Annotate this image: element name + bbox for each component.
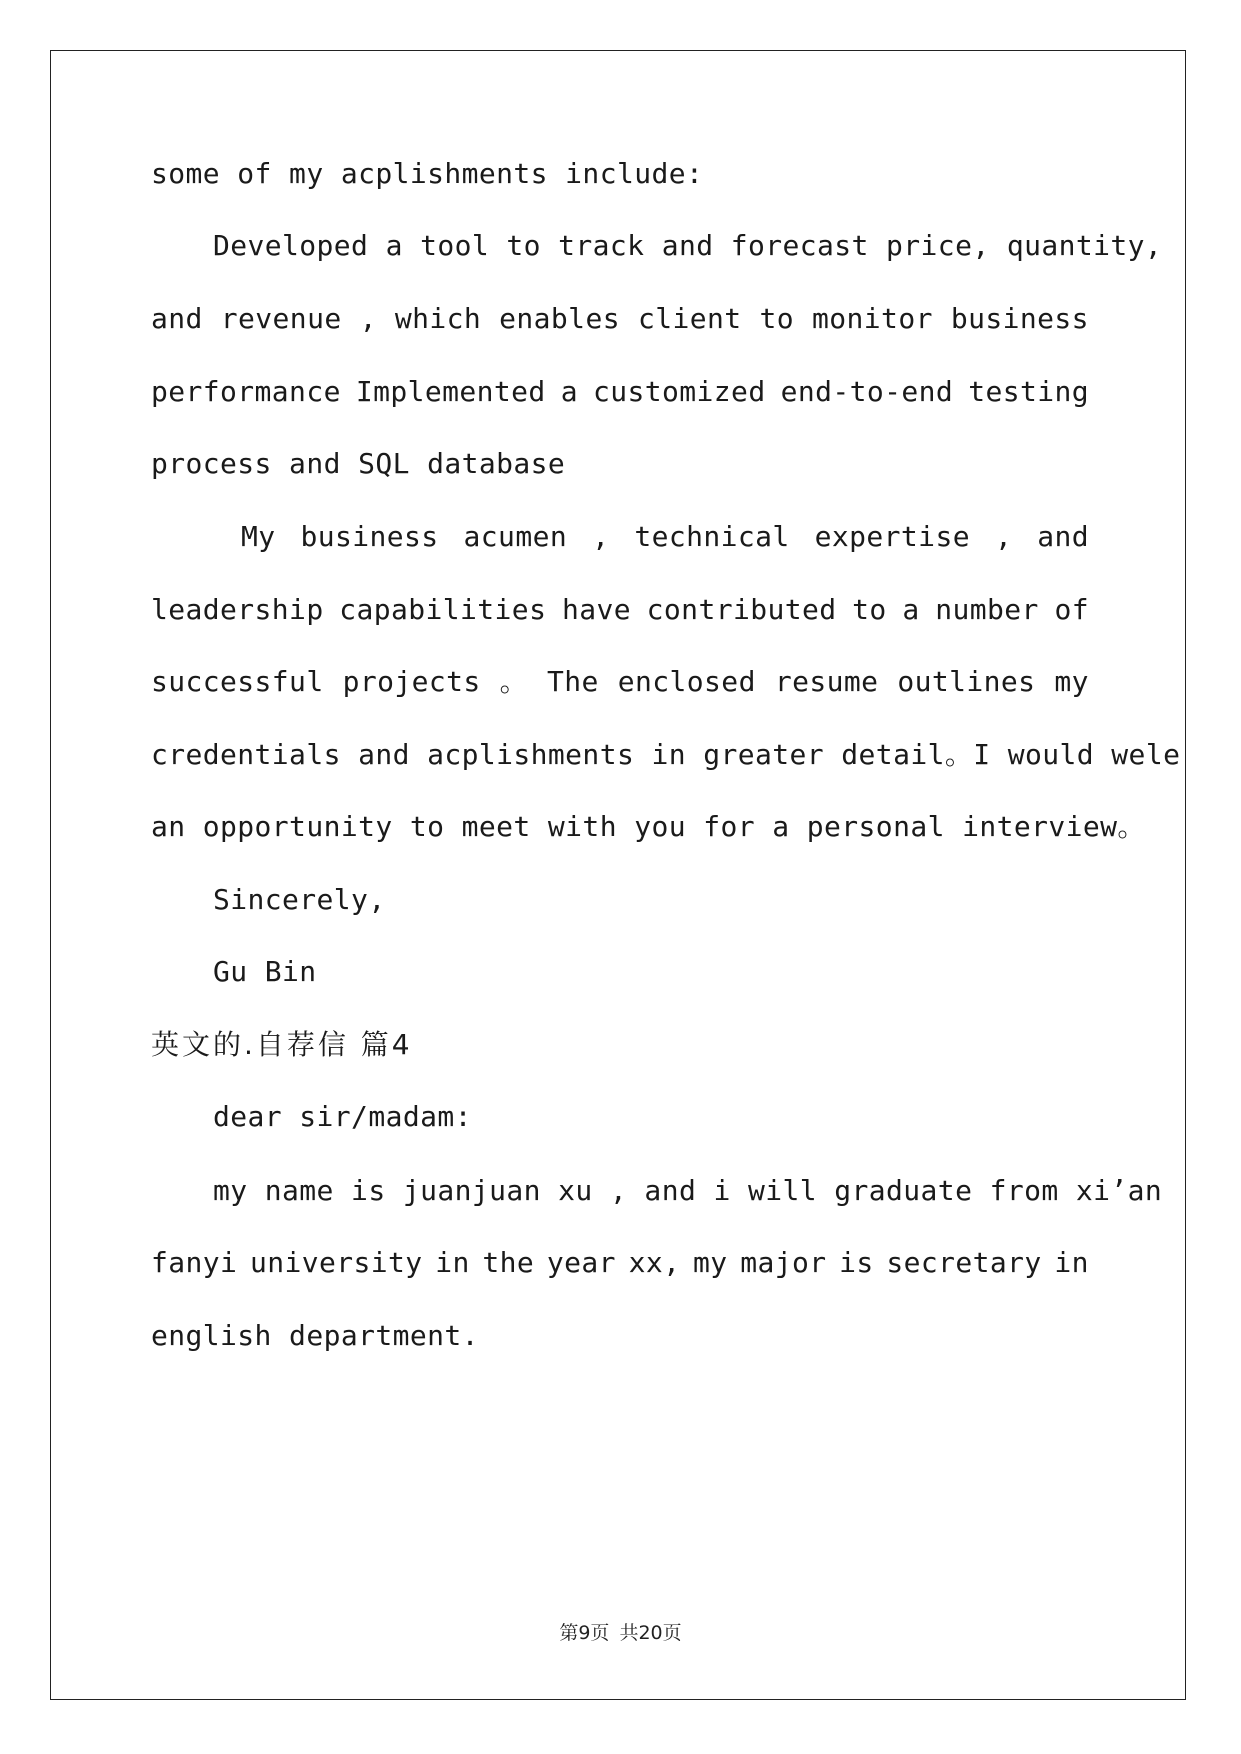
text-line-7 <box>151 593 1089 627</box>
word: capabilities <box>339 593 547 626</box>
word: secretary <box>886 1246 1042 1279</box>
word: a <box>560 375 578 408</box>
word: is <box>839 1246 874 1279</box>
text-line-4 <box>151 375 1089 409</box>
text-line-9: credentials and acplishments in greater detail。I would wele <box>151 738 1181 771</box>
closing-line: Sincerely, <box>213 883 386 916</box>
word: monitor <box>812 302 933 335</box>
word: expertise <box>814 520 970 553</box>
word: leadership <box>151 593 324 626</box>
word: year <box>546 1246 616 1279</box>
text-line-10: an opportunity to meet with you for a personal interview。 <box>151 810 1146 843</box>
page-total-label: 共20页 <box>619 1622 682 1644</box>
section-heading: 英文的.自荐信 篇4 <box>151 1028 413 1061</box>
text-line-5: process and SQL database <box>151 447 566 480</box>
word: revenue <box>220 302 342 335</box>
word: in <box>1054 1246 1089 1279</box>
text-line-8 <box>151 665 1089 699</box>
word: business <box>950 302 1089 335</box>
word: 。 <box>499 665 529 698</box>
word: and <box>1037 520 1089 553</box>
word: performance <box>151 375 341 408</box>
text-line-16 <box>151 1246 1089 1280</box>
word: and <box>151 302 203 335</box>
text-line-3 <box>151 302 1089 336</box>
word: contributed <box>646 593 837 626</box>
word: my <box>693 1246 728 1279</box>
word: The <box>547 665 599 698</box>
word: client <box>637 302 742 335</box>
word: acumen <box>463 520 568 553</box>
word: the <box>482 1246 535 1279</box>
word: number <box>935 593 1039 626</box>
word: a <box>902 593 920 626</box>
word: to <box>852 593 887 626</box>
word: my <box>1054 665 1089 698</box>
word: resume <box>774 665 879 698</box>
page-frame <box>50 50 1186 1700</box>
word: enclosed <box>617 665 756 698</box>
word: , <box>359 302 377 335</box>
word: My <box>241 520 276 553</box>
word: customized <box>593 375 766 408</box>
salutation-line: dear sir/madam: <box>213 1100 472 1133</box>
word: enables <box>499 302 620 335</box>
word: outlines <box>897 665 1036 698</box>
word: business <box>300 520 439 553</box>
text-line-15: my name is juanjuan xu , and i will graduate from xi’an <box>213 1174 1163 1207</box>
word: , <box>592 520 610 553</box>
text-line-6 <box>241 520 1089 554</box>
word: successful <box>151 665 324 698</box>
word: end-to-end <box>780 375 954 408</box>
word: in <box>435 1246 470 1279</box>
word: of <box>1054 593 1089 626</box>
word: , <box>994 520 1013 553</box>
signature-name: Gu Bin <box>213 955 317 988</box>
word: testing <box>968 375 1089 408</box>
word: fanyi <box>151 1246 238 1279</box>
word: have <box>561 593 632 626</box>
word: university <box>249 1246 423 1279</box>
text-line-2: Developed a tool to track and forecast price, quantity, <box>213 229 1163 262</box>
word: projects <box>342 665 481 698</box>
page-number-label: 第9页 <box>559 1622 610 1644</box>
text-line-17: english department. <box>151 1319 479 1352</box>
word: technical <box>634 520 790 553</box>
page-footer <box>0 1618 1241 1645</box>
word: which <box>394 302 482 335</box>
word: to <box>759 302 795 335</box>
text-line-1: some of my acplishments include: <box>151 157 704 190</box>
word: Implemented <box>355 375 546 408</box>
word: xx, <box>628 1246 681 1279</box>
word: major <box>740 1246 827 1279</box>
